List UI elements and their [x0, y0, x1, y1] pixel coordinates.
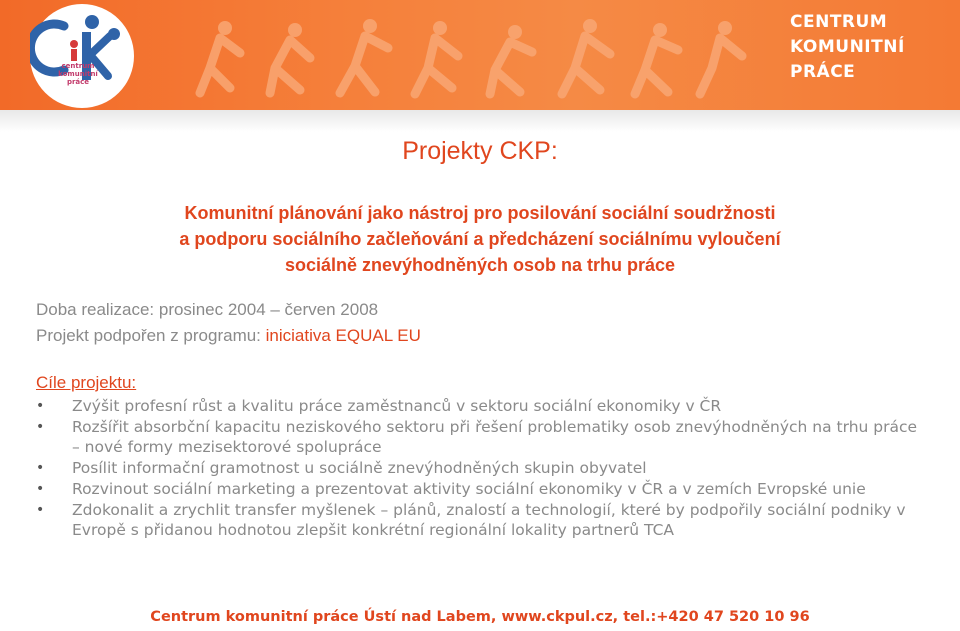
- figure-icon: [700, 21, 742, 94]
- subtitle-line: a podporu sociálního začleňování a předcházení sociálnímu vyloučení: [179, 229, 781, 249]
- brand-line: CENTRUM: [790, 12, 888, 32]
- goal-text: Rozvinout sociální marketing a prezentovat aktivity sociální ekonomiky v ČR a v zemích Evropské unie: [72, 480, 866, 498]
- goal-text: Rozšířit absorbční kapacitu neziskového sektoru při řešení problematiky osob znevýhodněných na trhu práce – nové formy mezisektorové spolupráce: [72, 418, 918, 456]
- logo-caption-line: komunitní: [58, 70, 98, 78]
- brand-line: PRÁCE: [790, 62, 856, 82]
- ckp-logo-icon: [30, 4, 134, 108]
- list-item: [36, 396, 926, 416]
- bullet-icon: •: [36, 460, 45, 476]
- logo-caption-line: centrum: [61, 62, 95, 70]
- list-item: [36, 458, 926, 478]
- goal-text: Zdokonalit a zrychlit transfer myšlenek – plánů, znalostí a technologií, které by podpořily sociální podniky v Evropě s přidanou hodnotou zlepšit konkrétní regionální lokality partnerů TCA: [72, 501, 906, 539]
- bullet-icon: •: [36, 502, 45, 518]
- logo-caption-line: práce: [66, 78, 90, 86]
- list-item: [36, 479, 926, 499]
- header-banner: [0, 0, 960, 110]
- duration-label: Doba realizace:: [36, 300, 155, 319]
- list-item: [36, 500, 926, 540]
- subtitle-line: Komunitní plánování jako nástroj pro posilování sociální soudržnosti: [184, 203, 776, 223]
- figure-icon: [490, 25, 532, 94]
- figure-icon: [340, 19, 388, 93]
- figure-icon: [562, 19, 610, 94]
- program-value: iniciativa EQUAL EU: [265, 326, 421, 345]
- program-line: [36, 326, 421, 346]
- figure-icon: [415, 21, 458, 94]
- duration-line: [36, 300, 378, 320]
- bullet-icon: •: [36, 481, 45, 497]
- people-figures-decoration: [190, 8, 750, 103]
- project-subtitle: [60, 200, 900, 278]
- figure-icon: [635, 23, 678, 94]
- figure-icon: [270, 23, 310, 93]
- bullet-icon: •: [36, 419, 45, 435]
- goal-text: Posílit informační gramotnost u sociálně znevýhodněných skupin obyvatel: [72, 459, 647, 477]
- program-label: Projekt podpořen z programu:: [36, 326, 261, 345]
- brand-wordmark: [790, 10, 905, 85]
- banner-shadow: [0, 110, 960, 132]
- duration-value: prosinec 2004 – červen 2008: [158, 300, 379, 319]
- footer-contact: Centrum komunitní práce Ústí nad Labem, www.ckpul.cz, tel.:+420 47 520 10 96: [150, 609, 810, 625]
- logo-caption: [42, 62, 114, 86]
- page-title: Projekty CKP:: [402, 137, 558, 165]
- goals-list: [36, 396, 926, 541]
- list-item: [36, 417, 926, 457]
- bullet-icon: •: [36, 398, 45, 414]
- subtitle-line: sociálně znevýhodněných osob na trhu práce: [284, 255, 676, 275]
- goal-text: Zvýšit profesní růst a kvalitu práce zaměstnanců v sektoru sociální ekonomiky v ČR: [72, 397, 722, 415]
- goals-heading: Cíle projektu:: [36, 373, 137, 392]
- brand-line: KOMUNITNÍ: [790, 37, 905, 57]
- figure-icon: [200, 21, 240, 93]
